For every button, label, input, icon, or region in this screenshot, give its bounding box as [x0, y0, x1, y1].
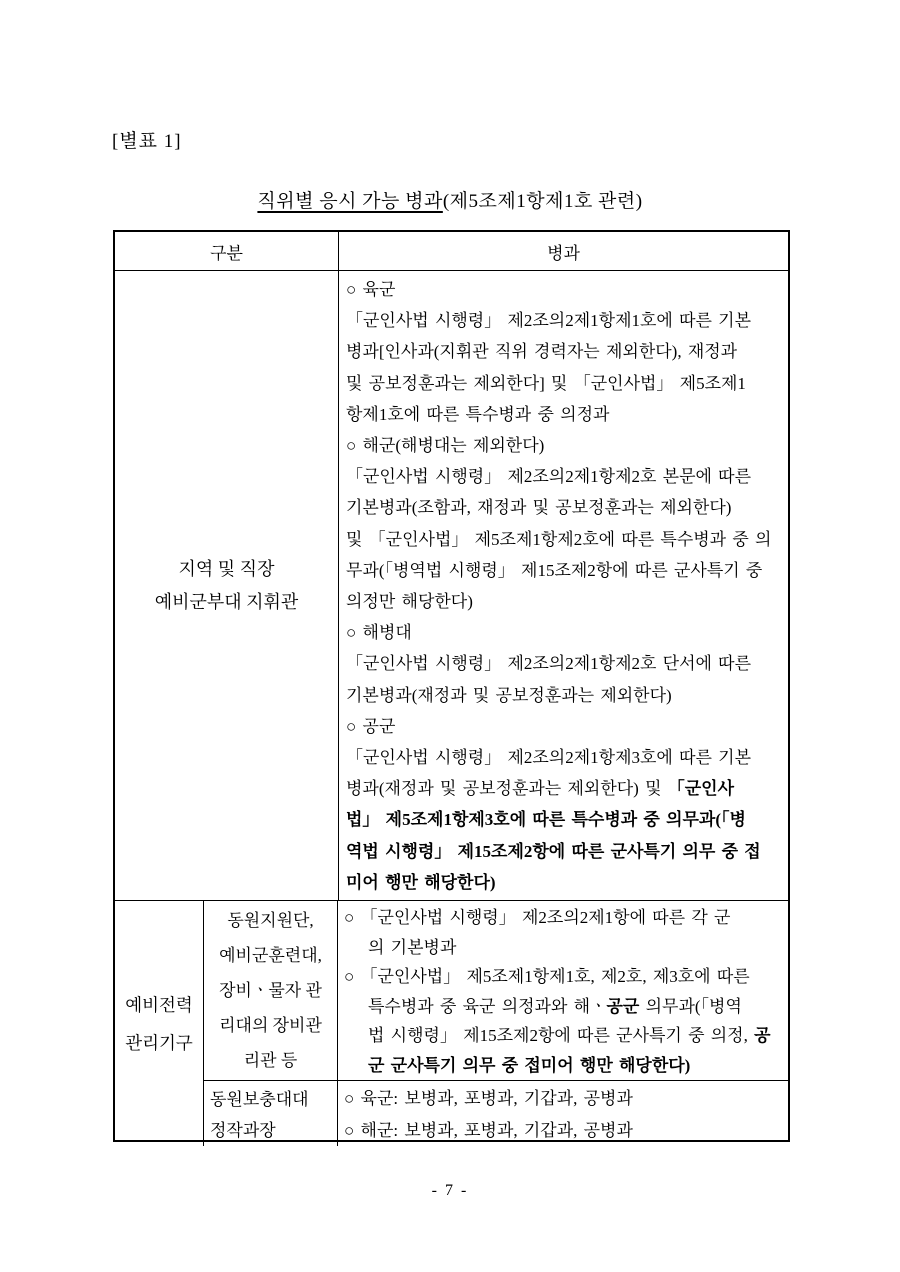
text-line — [346, 867, 784, 898]
text-segment: ○ 해병대 — [346, 623, 412, 643]
text-line — [210, 1115, 337, 1146]
header-cell-category: 구분 — [115, 232, 339, 270]
text-line — [346, 773, 784, 804]
text-segment: 의무과(「병역 — [639, 996, 742, 1016]
commander-branch-cell — [339, 271, 788, 900]
text-segment: 리관 등 — [243, 1051, 298, 1070]
reserve-org-subrows — [204, 901, 788, 1146]
text-segment: 기본병과(조함과, 재정과 및 공보정훈과는 제외한다) — [346, 498, 732, 518]
text-line — [219, 938, 322, 973]
text-segment: 병과(재정과 및 공보정훈과는 제외한다) 및 — [346, 779, 668, 799]
text-segment: ○ 「군인사법」 제5조제1항제1호, 제2호, 제3호에 따른 — [344, 967, 750, 987]
text-segment: 미어 행만 해당한다) — [346, 872, 496, 892]
text-line — [346, 555, 784, 586]
text-segment: 「군인사법 시행령」 제2조의2제1항제2호 단서에 따른 — [346, 654, 752, 674]
text-segment: ○ 육군: 보병과, 포병과, 기갑과, 공병과 — [344, 1089, 633, 1108]
text-segment: 법 시행령」 제15조제2항에 따른 군사특기 중 의정, — [368, 1026, 755, 1046]
text-segment: 및 「군인사법」 제5조제1항제2호에 따른 특수병과 중 의 — [346, 529, 772, 549]
text-segment: 공 — [754, 1026, 771, 1046]
text-segment: 무과(「병역법 시행령」 제15조제2항에 따른 군사특기 중 — [346, 560, 763, 580]
text-segment: 병과[인사과(지휘관 직위 경력자는 제외한다), 재정과 — [346, 342, 738, 362]
row-reserve-unit-commander — [115, 271, 788, 901]
text-segment: 리대의 장비관 — [219, 1016, 322, 1035]
text-segment: ○ 육군 — [346, 280, 396, 299]
text-segment: 장비ㆍ물자 관 — [219, 981, 322, 1000]
page-title — [0, 186, 900, 213]
text-segment: 의정만 해당한다) — [346, 592, 473, 612]
text-segment: 「군인사 — [667, 779, 735, 799]
text-line — [344, 903, 784, 933]
text-segment: 특수병과 중 육군 의정과와 해ㆍ — [368, 996, 607, 1016]
text-segment: 「군인사법 시행령」 제2조의2제1항제2호 본문에 따른 — [346, 467, 752, 487]
text-segment: 동원보충대대 — [210, 1090, 309, 1109]
text-line — [346, 336, 784, 367]
text-line — [346, 524, 784, 555]
text-line — [346, 305, 784, 336]
text-line — [125, 1024, 193, 1062]
subrow-mobilization-support — [204, 901, 788, 1081]
text-line — [346, 461, 784, 492]
text-line — [346, 430, 784, 461]
text-segment: 역법 시행령」 제15조제2항에 따른 군사특기 의무 중 접 — [346, 841, 761, 861]
text-segment: 예비군훈련대, — [219, 946, 322, 965]
subrow-replacement-battalion — [204, 1081, 788, 1146]
text-segment: 관리기구 — [125, 1032, 193, 1053]
header-cell-branch: 병과 — [547, 243, 580, 263]
text-segment: 군 군사특기 의무 중 접미어 행만 해당한다) — [368, 1055, 691, 1075]
row-reserve-force-org — [115, 901, 788, 1146]
text-segment: 의 기본병과 — [368, 937, 457, 957]
text-line — [344, 1051, 784, 1080]
mobilization-support-branch-cell — [338, 901, 788, 1080]
text-line — [155, 586, 299, 619]
text-segment: ○ 해군: 보병과, 포병과, 기갑과, 공병과 — [344, 1120, 633, 1140]
text-segment: 지역 및 직장 — [178, 558, 275, 579]
text-line — [346, 586, 784, 617]
text-segment: 예비군부대 지휘관 — [154, 591, 299, 612]
text-segment: 및 공보정훈과는 제외한다] 및 「군인사법」 제5조제1 — [346, 373, 746, 393]
text-line — [227, 903, 313, 938]
page-title-suffix: (제5조제1항제1호 관련) — [442, 191, 643, 212]
text-segment: 기본병과(재정과 및 공보정훈과는 제외한다) — [346, 685, 672, 705]
reserve-org-label-cell — [115, 901, 204, 1146]
text-segment: 동원지원단, — [227, 911, 314, 930]
text-line — [346, 648, 784, 679]
branch-eligibility-table — [113, 230, 790, 1142]
text-line — [344, 1021, 784, 1051]
commander-label-cell — [115, 271, 339, 900]
text-segment: 「군인사법 시행령」 제2조의2제1항제3호에 따른 기본 — [346, 748, 752, 768]
text-line — [219, 973, 322, 1008]
text-segment: 예비전력 — [125, 994, 193, 1015]
text-line — [346, 492, 784, 523]
text-line — [344, 992, 784, 1022]
text-segment: 정작과장 — [210, 1121, 276, 1140]
mobilization-support-label-cell — [204, 901, 338, 1080]
text-line — [179, 553, 275, 586]
text-line — [346, 680, 784, 711]
text-line — [346, 617, 784, 648]
page-title-underlined: 직위별 응시 가능 병과 — [257, 191, 443, 212]
text-segment: ○ 해군(해병대는 제외한다) — [346, 436, 545, 456]
text-line — [346, 274, 784, 305]
text-line — [219, 1008, 322, 1043]
annex-label: [별표 1] — [112, 131, 182, 152]
text-line — [346, 399, 784, 430]
text-line — [346, 368, 784, 399]
text-segment: 법」 제5조제1항제3호에 따른 특수병과 중 의무과(「병 — [346, 810, 746, 830]
text-line — [344, 933, 784, 963]
replacement-battalion-branch-cell — [338, 1081, 788, 1146]
table-header-row — [115, 232, 788, 271]
text-line — [346, 836, 784, 867]
text-segment: ○ 공군 — [346, 716, 396, 736]
text-segment: ○ 「군인사법 시행령」 제2조의2제1항에 따른 각 군 — [344, 908, 731, 927]
replacement-battalion-label-cell — [204, 1081, 338, 1146]
text-line — [344, 962, 784, 992]
text-line — [125, 986, 193, 1024]
text-line — [210, 1084, 337, 1115]
text-segment: 공군 — [606, 996, 640, 1016]
text-line — [344, 1083, 784, 1115]
text-line — [346, 804, 784, 835]
text-line — [346, 711, 784, 742]
text-segment: 「군인사법 시행령」 제2조의2제1항제1호에 따른 기본 — [346, 311, 752, 331]
text-segment: 항제1호에 따른 특수병과 중 의정과 — [346, 404, 610, 424]
text-line — [346, 742, 784, 773]
page-number: - 7 - — [431, 1182, 469, 1199]
text-line — [244, 1043, 298, 1078]
text-line — [344, 1115, 784, 1147]
